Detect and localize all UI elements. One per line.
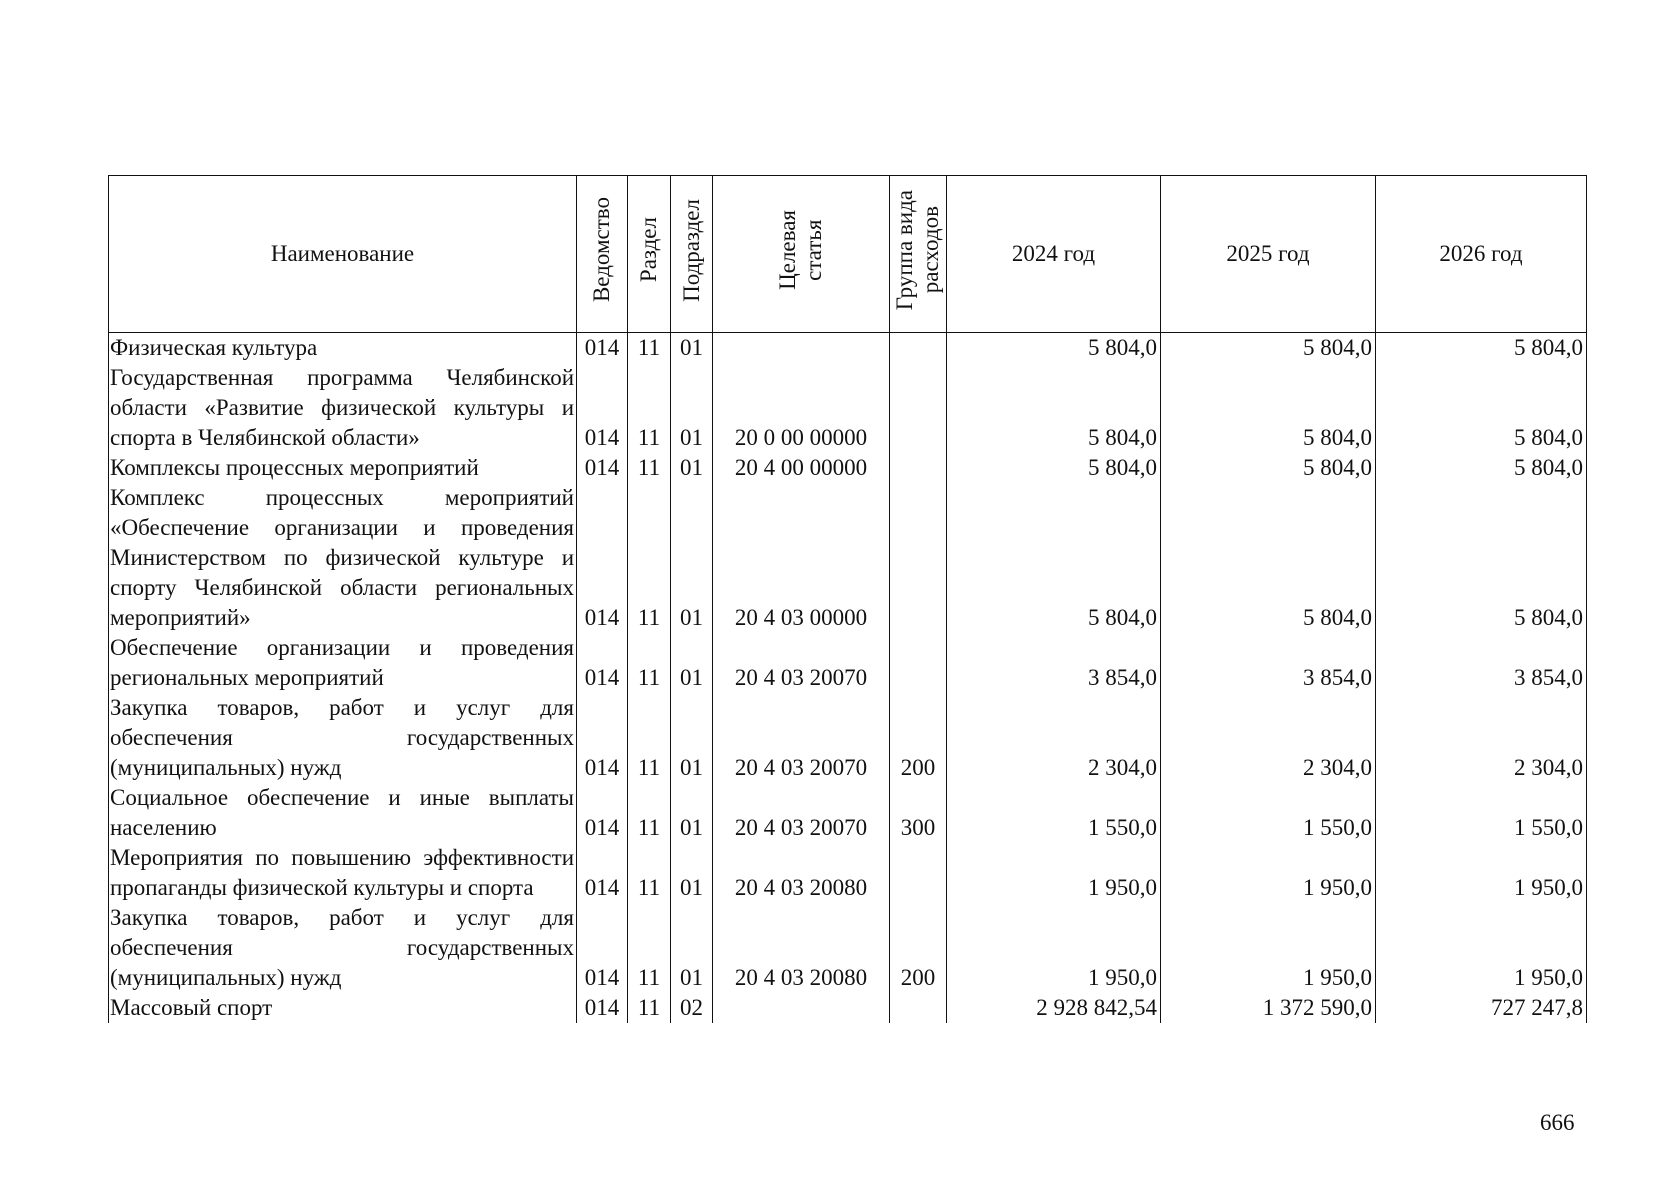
row-2026: 2 304,0 [1376,693,1587,783]
row-celevaya-statya: 20 4 03 20080 [713,903,890,993]
header-vedomstvo [577,176,628,333]
row-2024: 2 304,0 [947,693,1161,783]
header-2026 [1376,176,1587,333]
header-podrazdel [671,176,713,333]
row-razdel: 11 [628,783,671,843]
row-razdel: 11 [628,903,671,993]
header-2025-label: 2025 год [1226,241,1310,266]
row-2025: 1 372 590,0 [1161,993,1376,1023]
row-2025: 1 550,0 [1161,783,1376,843]
header-gruppa-line2: расходов [918,206,943,294]
row-celevaya-statya: 20 4 03 20070 [713,783,890,843]
row-2026: 727 247,8 [1376,993,1587,1023]
row-vedomstvo: 014 [577,693,628,783]
header-2026-label: 2026 год [1439,241,1523,266]
row-podrazdel: 01 [671,843,713,903]
table-row [109,363,1587,453]
row-name: Закупка товаров, работ и услуг для обеспечения государственных (муниципальных) нужд [109,693,577,783]
row-2026: 1 950,0 [1376,903,1587,993]
row-podrazdel: 01 [671,903,713,993]
row-2026: 3 854,0 [1376,633,1587,693]
row-gruppa-vida: 300 [890,783,947,843]
header-gruppa-vida [890,176,947,333]
row-2024: 1 950,0 [947,903,1161,993]
row-2026: 5 804,0 [1376,453,1587,483]
row-podrazdel: 01 [671,633,713,693]
row-podrazdel: 01 [671,483,713,633]
header-2024 [947,176,1161,333]
row-name: Комплекс процессных мероприятий «Обеспечение организации и проведения Министерством по физической культуре и спорту Челябинской области региональных мероприятий» [109,483,577,633]
header-podrazdel-label: Подраздел [678,198,704,302]
row-2024: 1 950,0 [947,843,1161,903]
header-razdel-label: Раздел [636,217,661,283]
page-number: 666 [1540,1110,1575,1135]
row-2025: 1 950,0 [1161,843,1376,903]
row-name: Обеспечение организации и проведения региональных мероприятий [109,633,577,693]
table-row [109,903,1587,993]
row-2026: 1 950,0 [1376,843,1587,903]
header-2024-label: 2024 год [1011,241,1096,266]
row-vedomstvo: 014 [577,903,628,993]
header-gruppa-line1: Группа вида [892,189,917,311]
header-celevaya-statya [713,176,890,333]
row-razdel: 11 [628,453,671,483]
row-2026: 1 550,0 [1376,783,1587,843]
row-podrazdel: 02 [671,993,713,1023]
row-2025: 3 854,0 [1161,633,1376,693]
table-row [109,483,1587,633]
row-2024: 5 804,0 [947,363,1161,453]
row-2026: 5 804,0 [1376,363,1587,453]
row-2024: 5 804,0 [947,483,1161,633]
table-row [109,633,1587,693]
row-podrazdel: 01 [671,453,713,483]
row-2024: 5 804,0 [947,453,1161,483]
row-razdel: 11 [628,693,671,783]
header-celevaya-statya-label [775,210,827,290]
row-gruppa-vida [890,453,947,483]
header-celevaya-line2: статья [801,219,826,281]
row-2026: 5 804,0 [1376,483,1587,633]
row-2025: 5 804,0 [1161,483,1376,633]
row-gruppa-vida: 200 [890,903,947,993]
row-razdel: 11 [628,843,671,903]
table-row [109,333,1587,364]
table-row [109,843,1587,903]
row-name: Закупка товаров, работ и услуг для обеспечения государственных (муниципальных) нужд [109,903,577,993]
row-razdel: 11 [628,333,671,364]
table-row [109,693,1587,783]
row-2024: 2 928 842,54 [947,993,1161,1023]
row-2025: 2 304,0 [1161,693,1376,783]
row-celevaya-statya: 20 4 00 00000 [713,453,890,483]
budget-table [108,175,1587,1023]
row-podrazdel: 01 [671,783,713,843]
table-row [109,783,1587,843]
header-2025 [1161,176,1376,333]
row-2024: 5 804,0 [947,333,1161,364]
table-row [109,453,1587,483]
row-podrazdel: 01 [671,363,713,453]
budget-table-container [108,175,1586,1023]
row-vedomstvo: 014 [577,993,628,1023]
row-name: Массовый спорт [109,993,577,1023]
row-gruppa-vida [890,333,947,364]
header-vedomstvo-label: Ведомство [589,197,614,303]
row-gruppa-vida [890,483,947,633]
row-celevaya-statya: 20 0 00 00000 [713,363,890,453]
row-podrazdel: 01 [671,693,713,783]
row-celevaya-statya: 20 4 03 20080 [713,843,890,903]
row-name: Комплексы процессных мероприятий [109,453,577,483]
table-row [109,993,1587,1023]
row-celevaya-statya [713,993,890,1023]
table-body [109,333,1587,1024]
row-razdel: 11 [628,363,671,453]
row-name: Физическая культура [109,333,577,364]
header-name-label: Наименование [270,241,415,266]
row-vedomstvo: 014 [577,453,628,483]
table-header [109,176,1587,333]
row-2025: 5 804,0 [1161,363,1376,453]
row-celevaya-statya [713,333,890,364]
row-2025: 1 950,0 [1161,903,1376,993]
row-vedomstvo: 014 [577,633,628,693]
row-vedomstvo: 014 [577,843,628,903]
row-razdel: 11 [628,993,671,1023]
row-gruppa-vida [890,993,947,1023]
row-2025: 5 804,0 [1161,333,1376,364]
row-gruppa-vida: 200 [890,693,947,783]
header-razdel [628,176,671,333]
row-celevaya-statya: 20 4 03 20070 [713,693,890,783]
row-vedomstvo: 014 [577,363,628,453]
row-celevaya-statya: 20 4 03 20070 [713,633,890,693]
row-vedomstvo: 014 [577,483,628,633]
row-razdel: 11 [628,633,671,693]
row-name: Мероприятия по повышению эффективности пропаганды физической культуры и спорта [109,843,577,903]
row-gruppa-vida [890,633,947,693]
row-2026: 5 804,0 [1376,333,1587,364]
header-gruppa-vida-label [892,190,944,310]
header-celevaya-line1: Целевая [775,210,800,290]
row-vedomstvo: 014 [577,783,628,843]
row-2024: 3 854,0 [947,633,1161,693]
row-2024: 1 550,0 [947,783,1161,843]
row-gruppa-vida [890,363,947,453]
row-gruppa-vida [890,843,947,903]
header-name [109,176,577,333]
row-razdel: 11 [628,483,671,633]
row-2025: 5 804,0 [1161,453,1376,483]
row-name: Государственная программа Челябинской области «Развитие физической культуры и спорта в Челябинской области» [109,363,577,453]
row-name: Социальное обеспечение и иные выплаты населению [109,783,577,843]
row-podrazdel: 01 [671,333,713,364]
row-celevaya-statya: 20 4 03 00000 [713,483,890,633]
row-vedomstvo: 014 [577,333,628,364]
